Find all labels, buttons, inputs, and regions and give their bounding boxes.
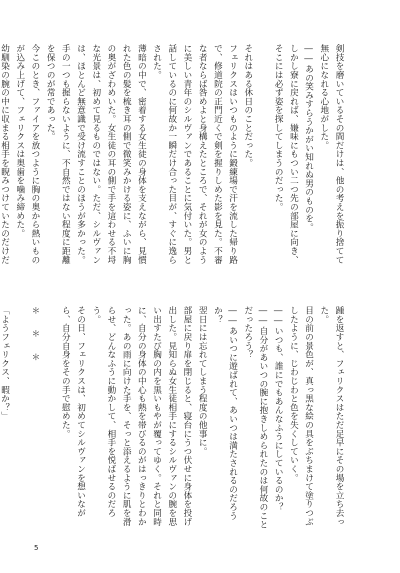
lower-paragraph: ――自分があいつの腕に抱きしめられたのは何故のことだったろう？ bbox=[242, 306, 268, 529]
lower-paragraph: 「ようフェリクス、暇か？」 bbox=[0, 306, 10, 421]
lower-text-block bbox=[0, 306, 346, 531]
upper-paragraph: ――あの笑みすらうかがい知れぬ男のものを。 bbox=[303, 44, 314, 232]
upper-paragraph: それはある休日のことだった。 bbox=[242, 44, 253, 168]
scene-break-stars: ＊ ＊ ＊ bbox=[29, 306, 40, 364]
lower-paragraph: 目の前の景色が、真っ黒な絵の具をぶちまけて塗りつぶしたように、じわじわと色を失くしていく。 bbox=[288, 306, 314, 526]
upper-paragraph: 剣技を磨いているその間だけは、他の考えを振り捨てて無心になれる心地がした。 bbox=[318, 44, 344, 264]
upper-text-block bbox=[0, 44, 346, 269]
blank-line bbox=[255, 44, 270, 269]
upper-paragraph: 今このとき、ファイアを放つように胸の奥から熱いものが込み上げて、フェリクスは奥歯を噛み締めた。 bbox=[14, 44, 40, 264]
upper-paragraph: フェリクスはいつものように鍛練場で汗を流した帰り路で、修道院の正門近くで剣を握りしめた影を見た。不審な者ならば咎めよと身構えたところで、それが女のように美しい青年のシルヴァンであることに気付いた。男と話しているのに何故か一瞬だけ合った目が、すぐに逸らされた。 bbox=[151, 44, 238, 264]
upper-paragraph: しかし寮に戻れば、嫌味にもつい二つ先の部屋に向き、そこには必ず姿を探してしまうのだった。 bbox=[273, 44, 299, 264]
page-number: 5 bbox=[34, 544, 39, 552]
upper-paragraph: 薄暗の中で、密着する女生徒の身体を支えながら、見慣れた色の髪を梳き耳の側で微笑みかける姿に、ふいに胸の奥がざわめいた。女生徒の耳の側で手を這わせる不埒な光景は、初めて見るものではない。ただ、シルヴァンは、ほとんど無意識で受け流すことのほうが多かった。手の一つも握らないように、不自然ではない程度に距離を保つのが常であった。 bbox=[45, 44, 147, 264]
upper-paragraph: 幼馴染の腕の中に収まる相手を睨みつけていたのだけだ bbox=[0, 44, 10, 264]
lower-paragraph: 部屋に戻り扉を閉じると、寝台にうつ伏せに身体を投げ出した。見知らぬ女生徒相手にするシルヴァンの腕を思い出すたび胸の内を黒いもやが覆ってゆく。それと同時に、自分の身体の中心も熱を帯びるのがはっきりとわかった。あの雨に向けた手を、そっと添えるように肌を滑らせ、どんなふうに動かして、相手を悦ばせるのだろう。 bbox=[90, 306, 192, 526]
lower-paragraph: ――あいつに遊ばれて、あいつは満たされるのだろうか？ bbox=[212, 306, 238, 520]
lower-paragraph: 踵を返すと、フェリクスはただ足早にその場を立ち去った。 bbox=[318, 306, 344, 526]
lower-paragraph: その日、フェリクスは、初めてシルヴァンを想いながら、自分自身をその手で慰めた。 bbox=[60, 306, 86, 518]
lower-paragraph: 翌日には忘れてしまう程度の他事に。 bbox=[197, 306, 208, 456]
lower-paragraph: ――いつも、誰にでもあんなふうにしているのか？ bbox=[273, 306, 284, 512]
blank-line bbox=[12, 306, 27, 531]
blank-line bbox=[42, 306, 57, 531]
